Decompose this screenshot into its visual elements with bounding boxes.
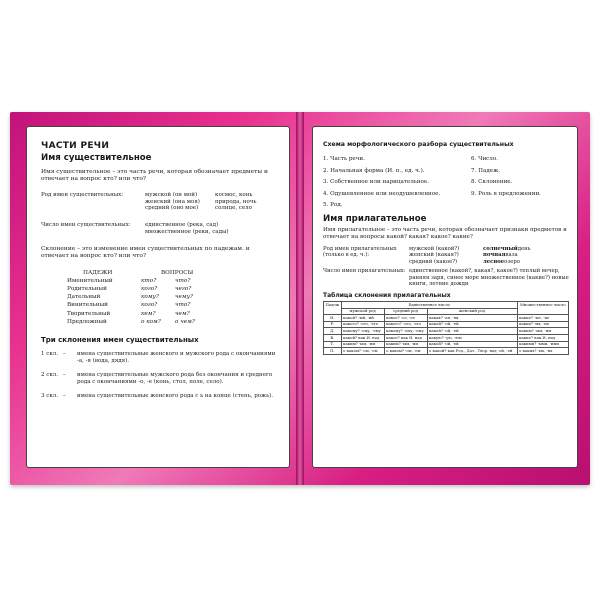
gender-type: женский (она моя) [145, 198, 200, 205]
number-types [145, 222, 228, 236]
table-cell: какие? -ые, -ие [517, 315, 568, 322]
table-cell: Т. [324, 341, 342, 348]
declension-item [41, 372, 277, 386]
case-row [67, 301, 277, 309]
table-cell: какой? -ый, -ий [341, 315, 384, 322]
case-question: что? [175, 302, 191, 309]
table-cell: какому? -ому, -ему [341, 328, 384, 335]
table-cell: Д. [324, 328, 342, 335]
case-row [67, 277, 277, 285]
noun-number-block [41, 222, 277, 236]
binder-spine [296, 112, 304, 485]
gender-type: средний (оно мое) [145, 205, 199, 212]
table-row [324, 348, 569, 355]
scheme-row [323, 168, 569, 176]
table-cell: В. [324, 334, 342, 341]
case-question: о ком? [141, 318, 161, 325]
adj-number-text: единственное (какой?, какая?, какое?) теплый вечер, ранняя заря, синее море множественное (какие?) новые книги, летние дожди [409, 268, 569, 288]
table-head-plural: Множественное число [517, 301, 568, 314]
case-row [67, 285, 277, 293]
table-cell: каких? -ых, -их [517, 321, 568, 328]
declension-dash: – [63, 351, 66, 358]
declension-text: имена существительные женского и мужского рода с окончаниями -а, -я (вода, дядя). [77, 351, 276, 364]
adj-gender-label: Род имен прилагательных (только в ед. ч.): [323, 245, 397, 259]
table-head-case: Падеж [324, 301, 342, 314]
case-name: Родительный [67, 286, 107, 293]
table-cell: какое? как И. над [384, 334, 427, 341]
scheme-row [323, 202, 569, 210]
adj-gender-row [409, 259, 531, 266]
case-question: кому? [141, 294, 159, 301]
table-cell: каким? -ым, -им [341, 341, 384, 348]
cases-header-cell: ПАДЕЖИ [83, 269, 113, 276]
case-row [67, 318, 277, 326]
table-cell: какой? -ой, -ей [427, 341, 517, 348]
case-row [67, 310, 277, 318]
case-question: чем? [175, 310, 190, 317]
table-cell: какой? -ой, -ей [427, 328, 517, 335]
table-cell: о каком? -ом, -ем [384, 348, 427, 355]
case-question: что? [175, 277, 191, 284]
table-cell: какому? -ому, -ему [384, 328, 427, 335]
scheme-row [323, 191, 569, 199]
adjective-table-heading: Таблица склонения прилагательных [323, 291, 451, 299]
declension-text: имена существительные мужского рода без окончания и среднего рода с окончаниями -о, -е (конь, стол, поле, село). [77, 371, 273, 385]
table-cell: каким? -ым, -им [384, 341, 427, 348]
adjective-definition: Имя прилагательное – это часть речи, которая обозначает признаки предметов и отвечает на вопросы какой? какая? какое? какие? [323, 226, 567, 240]
noun-definition: Имя существительное – это часть речи, которая обозначает предметы и отвечает на вопрос кто? или что? [41, 169, 268, 183]
adj-example-adjective: солнечный [483, 245, 518, 252]
scheme-item: 9. Роль в предложении. [471, 190, 541, 197]
case-question: чего? [175, 286, 192, 293]
declension-item [41, 351, 277, 365]
table-cell: о каких? -ых, -их [517, 348, 568, 355]
table-row [324, 334, 569, 341]
adj-number-label: Число имен прилагательных: [323, 268, 406, 275]
table-head-row [324, 301, 569, 308]
adj-gender-type: женский (какая?) [409, 252, 459, 259]
case-row [67, 293, 277, 301]
gender-label: Род имен существительных: [41, 191, 124, 198]
case-question: кем? [141, 310, 156, 317]
cases-header-cell: ВОПРОСЫ [161, 269, 194, 276]
gender-types [145, 192, 215, 212]
cases-header [67, 269, 277, 277]
scheme-item: 3. Собственное или нарицательное. [323, 179, 430, 186]
table-cell: какую? -ую, -юю [427, 334, 517, 341]
table-row [324, 315, 569, 322]
case-name: Предложный [67, 318, 107, 325]
table-cell: какими? -ыми, -ими [517, 341, 568, 348]
scheme-item: 8. Склонение. [471, 179, 513, 186]
section-heading-noun: Имя существительное [41, 153, 152, 163]
table-cell: какой? как И. над [341, 334, 384, 341]
scheme-list [323, 156, 569, 210]
declension-number: 3 скл. [41, 392, 59, 399]
declension-item [41, 393, 277, 400]
adj-example-noun: озеро [504, 258, 520, 265]
scheme-item: 5. Род. [323, 202, 343, 209]
table-cell: какие? как И. над [517, 334, 568, 341]
adjective-number-block [323, 268, 569, 288]
table-subhead: мужской род [341, 308, 384, 315]
scheme-heading: Схема морфологического разбора существительных [323, 141, 514, 148]
adj-example-adjective: лесное [483, 258, 505, 265]
case-name: Дательный [67, 294, 101, 301]
adj-gender-type: мужской (какой?) [409, 245, 460, 252]
adj-gender-type: средний (какое?) [409, 258, 458, 265]
table-cell: какая? -ая, -яя [427, 315, 517, 322]
number-type: множественное (реки, сады) [145, 229, 229, 235]
table-cell: какой? -ой, -ей [427, 321, 517, 328]
scheme-item: 4. Одушевленное или неодушевленное. [323, 190, 441, 197]
table-cell: каким? -ым, -им [517, 328, 568, 335]
page-title: ЧАСТИ РЕЧИ [41, 141, 110, 151]
table-cell: о каком? -ом, -ем [341, 348, 384, 355]
scheme-item: 7. Падеж. [471, 167, 501, 174]
table-row [324, 341, 569, 348]
table-row [324, 321, 569, 328]
scheme-row [323, 179, 569, 187]
declension-number: 2 скл. [41, 371, 59, 378]
scheme-row [323, 156, 569, 164]
table-row [324, 328, 569, 335]
cases-table [67, 269, 277, 326]
declension-dash: – [63, 371, 66, 378]
scheme-item: 1. Часть речи. [323, 156, 365, 162]
declension-definition: Склонение – это изменение имен существительных по падежам. и отвечает на вопрос кто? или что? [41, 245, 250, 260]
table-cell: П. [324, 348, 342, 355]
table-subhead: женский род [427, 308, 517, 315]
scheme-item: 2. Начальная форма (И. п., ед. ч.). [323, 167, 425, 174]
table-cell: И. [324, 315, 342, 322]
adj-gender-rows [409, 246, 531, 266]
adj-example-adjective: почная [483, 252, 506, 259]
number-type: единственное (река, сад) [145, 222, 219, 229]
table-head-singular: Единственное число [341, 301, 517, 308]
case-question: кого? [141, 302, 158, 309]
adj-example-noun: день [517, 245, 531, 252]
adjective-declension-table [323, 301, 569, 355]
case-question: чему? [175, 294, 193, 301]
table-cell: Р. [324, 321, 342, 328]
gender-type: мужской (он мой) [145, 191, 198, 198]
number-label: Число имен существительных: [41, 222, 131, 229]
gender-example: природа, ночь [215, 198, 257, 205]
table-cell: о какой? как Род., Дат., Твор. над -ой, -ей [427, 348, 517, 355]
adj-example-noun: ваза [505, 252, 518, 259]
case-name: Именительный [67, 277, 113, 284]
case-question: кого? [141, 286, 158, 293]
declension-dash: – [63, 392, 66, 399]
left-page [26, 126, 290, 468]
table-cell: какого? -ого, -его [341, 321, 384, 328]
gender-example: космос, конь [215, 191, 253, 198]
case-name: Творительный [67, 310, 111, 317]
scheme-item: 6. Число. [471, 156, 498, 162]
case-question: кто? [141, 277, 157, 284]
table-cell: какого? -ого, -его [384, 321, 427, 328]
table-cell: какое? -ое, -ее [384, 315, 427, 322]
case-name: Винительный [67, 302, 108, 309]
right-page [312, 126, 578, 468]
adjective-gender-block [323, 246, 569, 266]
section-heading-adjective: Имя прилагательное [323, 213, 427, 224]
gender-example: солнце, село [215, 205, 252, 212]
gender-examples [215, 192, 256, 212]
case-question: о чем? [175, 318, 195, 325]
declension-text: имена существительные женского рода с ь на конце (степь, рожь). [77, 392, 273, 399]
table-subhead: средний род [384, 308, 427, 315]
declensions-heading: Три склонения имен существительных [41, 336, 199, 345]
declension-number: 1 скл. [41, 351, 59, 358]
noun-gender-block [41, 192, 277, 212]
